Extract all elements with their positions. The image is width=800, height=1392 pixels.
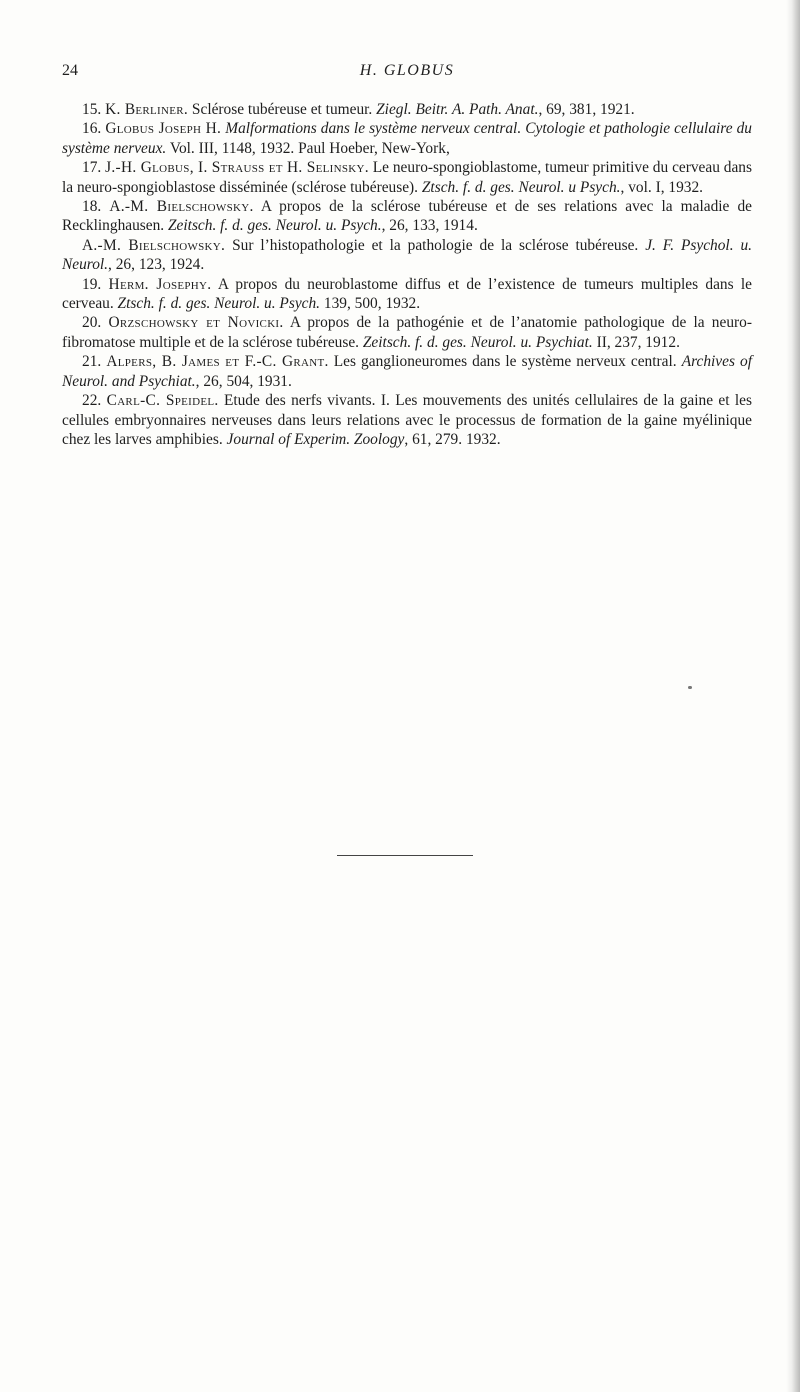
ref-details: Vol. III, 1148, 1932. Paul Hoeber, New-York,: [166, 139, 450, 157]
ref-title: Les ganglioneuromes dans le système nerveux central.: [328, 353, 682, 371]
reference-list: [62, 100, 752, 449]
reference-entry: [62, 391, 752, 449]
ref-details: , vol. I, 1932.: [620, 178, 704, 196]
ref-number: 20.: [82, 314, 102, 332]
ref-title: A propos du neuroblastome diffus et de l’existence de tumeurs multiples dans le cerveau.: [62, 275, 752, 313]
end-rule: [337, 855, 473, 856]
ref-source: Zeitsch. f. d. ges. Neurol. u. Psych.: [168, 217, 382, 235]
ref-number: 21.: [82, 353, 102, 371]
reference-entry: [62, 100, 752, 119]
ref-details: , 61, 279. 1932.: [404, 430, 501, 448]
ref-number: 15.: [82, 101, 102, 118]
reference-entry: [62, 313, 752, 352]
ref-source: Journal of Experim. Zoology: [226, 430, 405, 448]
ref-source: Zeitsch. f. d. ges. Neurol. u. Psychiat.: [362, 333, 593, 351]
ref-title: A propos de la pathogénie et de l’anatomie pathologique de la neuro-fibromatose multiple et de la sclérose tubéreuse.: [62, 314, 752, 351]
ref-details: , 69, 381, 1921.: [538, 101, 635, 118]
ref-source: Archives of Neurol. and Psychiat.: [62, 353, 753, 390]
ref-source: Malformations dans le système nerveux central. Cytologie et pathologie cellulaire du système nerveux.: [62, 120, 752, 157]
ref-author: Globus Joseph H.: [105, 120, 222, 138]
ref-source: J. F. Psychol. u. Neurol.: [62, 236, 752, 274]
ref-details: , 26, 123, 1924.: [108, 256, 205, 274]
reference-entry: [62, 119, 752, 158]
ref-number: 17.: [82, 159, 102, 177]
ref-number: 19.: [82, 275, 102, 293]
ref-author: Alpers, B. James et F.-C. Grant.: [106, 353, 329, 371]
ref-title: Sur l’histopathologie et la pathologie de la sclérose tubéreuse.: [225, 236, 646, 254]
page-edge-shadow: [786, 0, 800, 1392]
ref-title: Sclérose tubéreuse et tumeur.: [188, 101, 377, 118]
ref-author: Herm. Josephy.: [108, 275, 212, 293]
ref-author: A.-M. Bielschowsky.: [82, 236, 226, 254]
reference-entry: [62, 352, 752, 391]
ref-source: Ziegl. Beitr. A. Path. Anat.: [376, 101, 539, 118]
ref-details: , 26, 133, 1914.: [381, 217, 478, 235]
reference-entry: [62, 236, 752, 275]
ref-title: Etude des nerfs vivants. I. Les mouvements des unités cellulaires de la gaine et les cellules embryonnaires nerveuses dans leurs relations avec le processus de formation de la gaine myélinique chez les larves amphibies.: [62, 392, 752, 448]
page-header: [62, 62, 752, 86]
ref-author: A.-M. Bielschowsky.: [109, 198, 254, 216]
running-head: H. GLOBUS: [359, 62, 455, 79]
ref-author: Carl-C. Speidel.: [106, 392, 219, 410]
ref-number: 22.: [82, 392, 102, 410]
ref-details: , 26, 504, 1931.: [195, 372, 292, 390]
ref-details: 139, 500, 1932.: [320, 295, 421, 313]
ref-source: Ztsch. f. d. ges. Neurol. u Psych.: [421, 178, 621, 196]
page-number: 24: [62, 62, 78, 79]
ref-author: K. Berliner.: [105, 101, 189, 118]
reference-entry: [62, 197, 752, 236]
ref-number: 18.: [82, 198, 102, 216]
reference-entry: [62, 158, 752, 197]
ref-title: Le neuro-spongioblastome, tumeur primitive du cerveau dans la neuro-spongioblastose disséminée (sclérose tubéreuse).: [62, 159, 752, 196]
ref-details: II, 237, 1912.: [592, 333, 680, 351]
ref-title: A propos de la sclérose tubéreuse et de ses relations avec la maladie de Recklinghausen.: [62, 198, 752, 235]
ref-author: J.-H. Globus, I. Strauss et H. Selinsky.: [105, 159, 369, 177]
ref-author: Orzschowsky et Novicki.: [108, 314, 284, 332]
print-speck: [688, 686, 692, 689]
ref-number: 16.: [82, 120, 102, 138]
ref-source: Ztsch. f. d. ges. Neurol. u. Psych.: [117, 295, 321, 313]
reference-entry: [62, 275, 752, 314]
